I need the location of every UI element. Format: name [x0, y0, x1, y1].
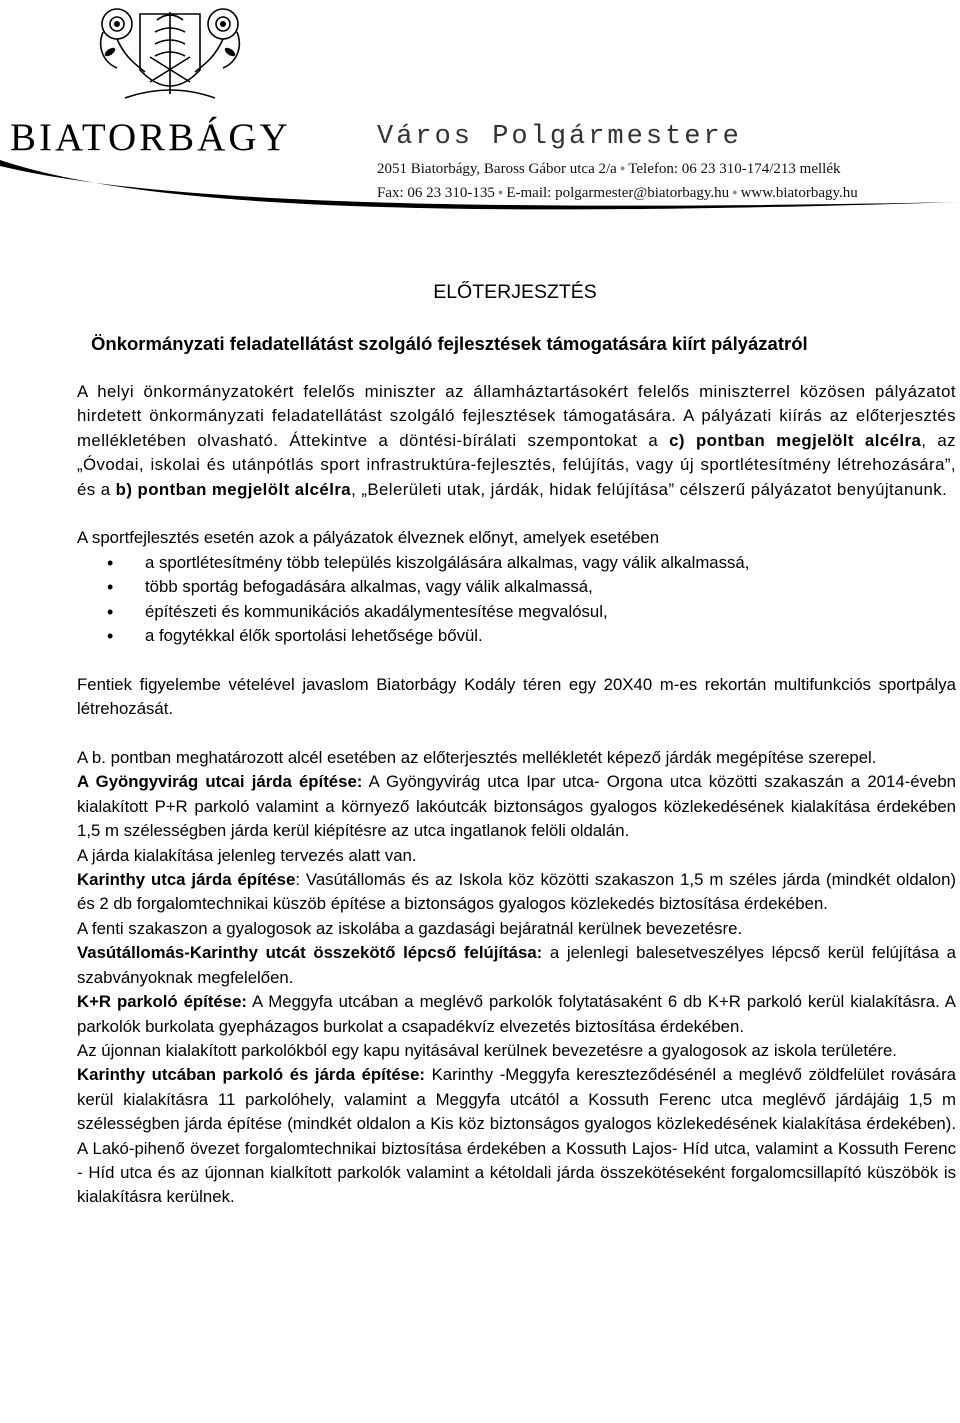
- item-text: A Gyöngyvirág utca Ipar utca- Orgona utca közötti szakaszán a 2014-évebn kialakított P+R parkoló valamint a környező lakóutcák biztonságos gyalogos közlekedésének kialakítása érdekében 1,5 m szélességben járda kerül kiépítésre az utca ingatlanok felöli oldalán.: [77, 772, 956, 841]
- paragraph-b-goal: A b. pontban meghatározott alcél esetében az előterjesztés mellékletét képező járdák megépítése szerepel.: [77, 748, 877, 768]
- list-item: • több sportág befogadására alkalmas, vagy válik alkalmassá,: [77, 575, 956, 599]
- sport-criteria-list: [77, 551, 956, 649]
- contact-line-1: [377, 161, 841, 178]
- fax-text: Fax: 06 23 310-135: [377, 185, 495, 201]
- item-heading: K+R parkoló építése:: [77, 992, 247, 1012]
- list-item: • építészeti és kommunikációs akadálymentesítése megvalósul,: [77, 600, 956, 624]
- address-text: 2051 Biatorbágy, Baross Gábor utca 2/a: [377, 161, 617, 177]
- intro-text-d: , az „Óvodai, iskolai és utánpótlás sport infrastruktúra-fejlesztés, felújítás, vagy új sportlétesítmény létrehozására”, és a: [77, 430, 956, 499]
- intro-text-b: Áttekintve a döntési-bírálati szempontokat a: [278, 430, 670, 450]
- paragraph-intro: [77, 380, 956, 502]
- item-text: Karinthy -Meggyfa kereszteződésénél a meglévő zöldfelület rovására kerül kialakításra 11 parkolóhely, valamint a Meggyfa utcától a Kossuth Ferenc utca meglévő járdájáig 1,5 m szélességben járda építése (mindkét oldalon a Kis köz biztonságos gyalogos közlekedésének kialakítása érdekében). A Lakó-pihenő övezet forgalomtechnikai biztosítása érdekében a Kossuth Lajos- Híd utca, valamint a Kossuth Ferenc - Híd utca és az újonnan kialkított parkolók valamint a kétoldali járda összekötéseként forgalomcsillapító küszöbök is kialakításra kerülnek.: [77, 1065, 956, 1207]
- item-heading: Vasútállomás-Karinthy utcát összekötő lépcső felújítása:: [77, 943, 543, 963]
- email-link[interactable]: E-mail: polgarmester@biatorbagy.hu: [506, 185, 730, 201]
- item-gyongyvirag: [77, 770, 956, 843]
- document-title: ELŐTERJESZTÉS: [433, 281, 597, 303]
- item-text: a jelenlegi balesetveszélyes lépcső kerül felújítása a szabványoknak megfelelően.: [77, 943, 956, 987]
- item-heading: A Gyöngyvirág utcai járda építése:: [77, 772, 363, 792]
- town-crest-logo: [95, 2, 245, 114]
- document-subtitle: Önkormányzati feladatellátást szolgáló fejlesztések támogatására kiírt pályázatról: [91, 333, 808, 354]
- list-item: • a sportlétesítmény több település kiszolgálására alkalmas, vagy válik alkalmassá,: [77, 551, 956, 575]
- item-karinthy-parking: [77, 1063, 956, 1209]
- item-kr-parking: [77, 990, 956, 1039]
- document-body: [77, 380, 956, 1210]
- item-heading: Karinthy utcában parkoló és járda építése:: [77, 1065, 426, 1085]
- website-link[interactable]: www.biatorbagy.hu: [740, 185, 858, 201]
- item-stairs: [77, 941, 956, 990]
- item-kr-note: Az újonnan kialakított parkolókból egy kapu nyitásával kerülnek bevezetésre a gyalogosok az iskola területére.: [77, 1040, 897, 1060]
- paragraph-proposal: Fentiek figyelembe vételével javaslom Biatorbágy Kodály téren egy 20X40 m-es rekortán multifunkciós sportpálya létrehozását.: [77, 674, 956, 719]
- phone-text: Telefon: 06 23 310-174/213 mellék: [628, 161, 841, 177]
- item-text: : Vasútállomás és az Iskola köz közötti szakaszon 1,5 m széles járda (mindkét oldalon) és 2 db forgalomtechnikai küszöb építése a biztonságos gyalogos közlekedés biztosítása érdekében.: [77, 870, 956, 914]
- list-item: • a fogytékkal élők sportolási lehetősége bővül.: [77, 624, 956, 648]
- item-heading: Karinthy utca járda építése: [77, 870, 296, 890]
- item-karinthy-note: A fenti szakaszon a gyalogosok az iskolába a gazdasági bejáratnál kerülnek bevezetésre.: [77, 918, 743, 938]
- item-gyongyvirag-note: A járda kialakítása jelenleg tervezés alatt van.: [77, 845, 417, 865]
- separator-dot-icon: ●: [732, 187, 738, 197]
- letterhead: [0, 0, 960, 215]
- item-karinthy-sidewalk: [77, 868, 956, 917]
- intro-text-f: , „Belerületi utak, járdák, hidak felújítása” célszerű pályázatot benyújtanunk.: [351, 479, 948, 499]
- contact-line-2: [377, 185, 858, 202]
- office-title: Város Polgármestere: [377, 122, 742, 152]
- separator-dot-icon: ●: [497, 187, 504, 197]
- paragraph-sport-intro: A sportfejlesztés esetén azok a pályázatok élveznek előnyt, amelyek esetében: [77, 528, 660, 548]
- intro-text-a: A helyi önkormányzatokért felelős miniszter az államháztartásokért felelős miniszterrel közösen pályázatot hirdetett önkormányzati feladatellátást szolgáló fejlesztések támogatására. A pályázati kiírás az előterjesztés mellékletében olvasható.: [77, 382, 956, 450]
- town-name-logo-text: BIATORBÁGY: [10, 116, 291, 159]
- separator-dot-icon: ●: [619, 163, 626, 173]
- item-text: A Meggyfa utcában a meglévő parkolók folytatásaként 6 db K+R parkoló kerül kialakításra. A parkolók burkolata gyepházagos burkolat a csapadékvíz elvezetés biztosítása érdekében.: [77, 992, 956, 1036]
- intro-bold-e: b) pontban megjelölt alcélra: [115, 479, 352, 499]
- intro-bold-c: c) pontban megjelölt alcélra: [669, 430, 922, 450]
